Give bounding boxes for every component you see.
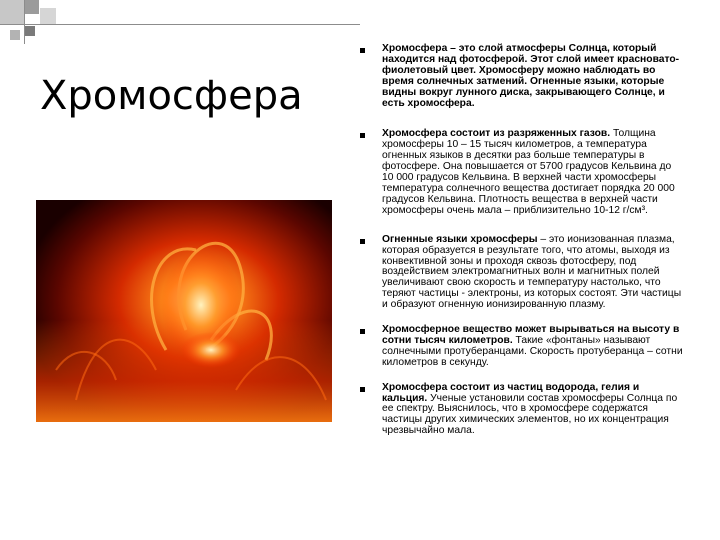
bullet-list (360, 44, 685, 437)
solar-chromosphere-photo (36, 200, 332, 422)
bullet-square-icon (360, 239, 365, 244)
decor-square-tiny (10, 30, 20, 40)
bullet-text: Хромосфера состоит из частиц водорода, гелия и кальция. Ученые установили состав хромосферы Солнца по ее спектру. Выяснилось, что в хромосфере содержатся частицы других химических элементов, но их концентрация чрезвычайно мала. (382, 381, 678, 437)
decor-horizontal-line (0, 24, 360, 25)
bullet-text: Хромосферное вещество может вырываться на высоту в сотни тысяч километров. Такие «фонтаны» называют солнечными протуберанцами. Скорость протуберанца – сотни километров в секунду. (382, 324, 683, 368)
decor-vertical-line (24, 0, 25, 44)
list-item (360, 129, 685, 216)
bullet-square-icon (360, 48, 365, 53)
list-item (360, 383, 685, 438)
decor-square-medium (25, 0, 39, 14)
bullet-square-icon (360, 387, 365, 392)
list-item (360, 235, 685, 311)
list-item (360, 44, 685, 109)
slide-title: Хромосфера (40, 73, 303, 119)
bullet-text: Хромосфера – это слой атмосферы Солнца, который находится над фотосферой. Этот слой имеет красновато-фиолетовый цвет. Хромосферу можно наблюдать во время солнечных затмений. Огненные языки, которые видны вокруг лунного диска, закрывающего Солнце, и есть хромосфера. (382, 43, 680, 109)
decor-square-large (0, 0, 24, 24)
bullet-text: Огненные языки хромосферы – это ионизованная плазма, которая образуется в результате того, что атомы, выходя из конвективной зоны и проходя сквозь фотосферу, под воздействием электромагнитных волн и магнитных полей увеличивают свою скорость и температуру настолько, что теряют частицы - электроны, из которых состоят. Эти частицы и образуют огненную ионизированную плазму. (382, 233, 682, 311)
decor-square-small (25, 26, 35, 36)
list-item (360, 325, 685, 369)
decor-square-light (40, 8, 56, 24)
bullet-square-icon (360, 329, 365, 334)
bullet-square-icon (360, 133, 365, 138)
bullet-text: Хромосфера состоит из разряженных газов. Толщина хромосферы 10 – 15 тысяч километров, а температура огненных языков в десятки раз больше температуры в фотосфере. Она повышается от 5700 градусов Кельвина до 10 000 градусов Кельвина. В верхней части хромосферы температура солнечного вещества достигает порядка 20 000 градусов Кельвина. Плотность вещества в верхней части хромосферы очень мала – приблизительно 10-12 г/см³. (382, 128, 675, 216)
